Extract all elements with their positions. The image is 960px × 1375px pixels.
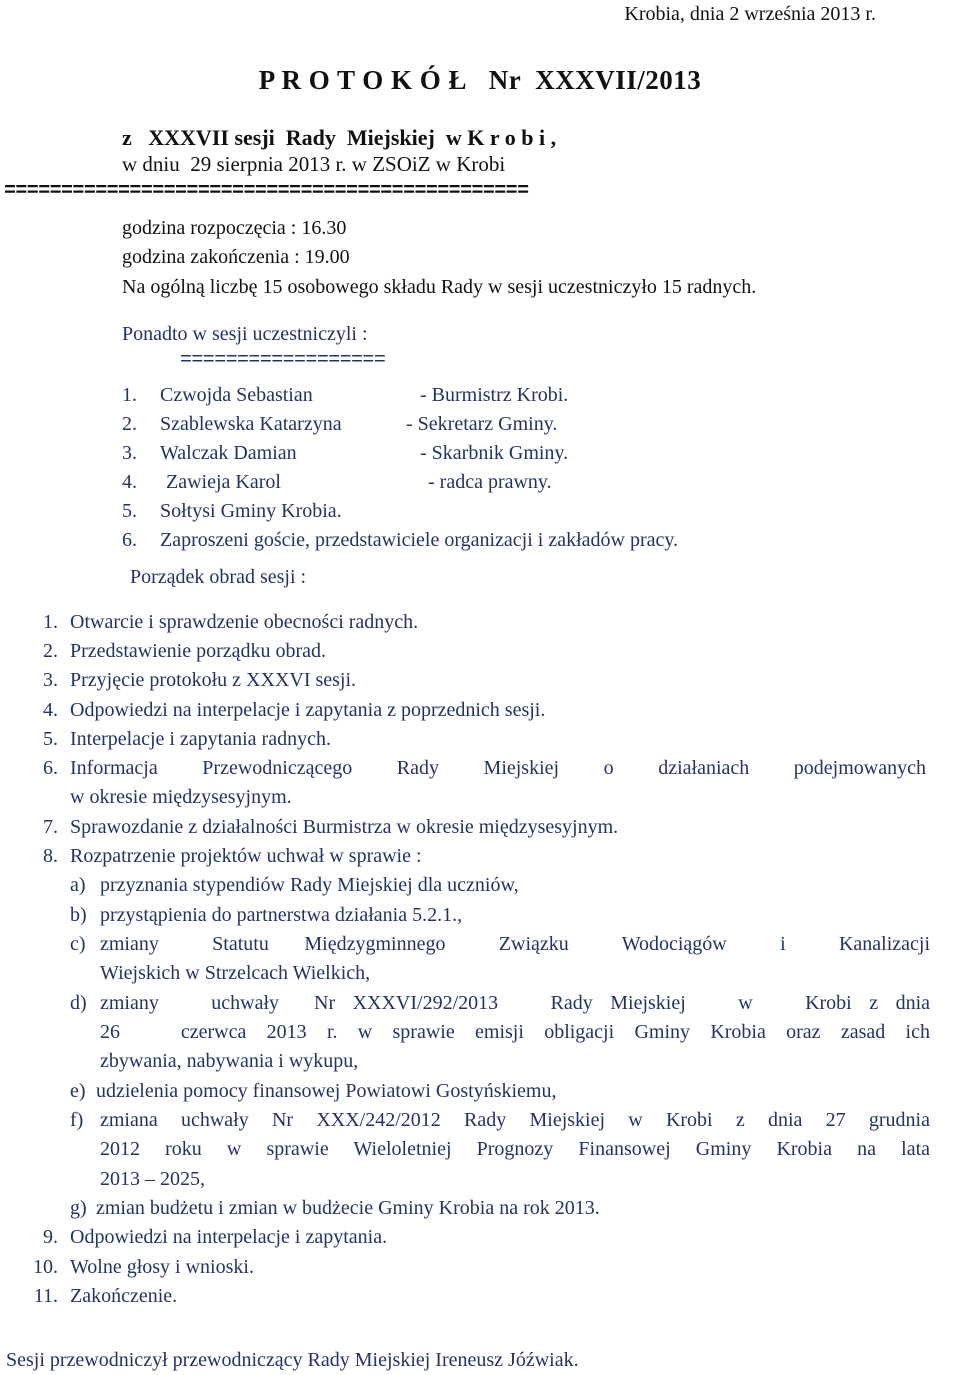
- attendance-line: Na ogólną liczbę 15 osobowego składu Rady w sesji uczestniczyło 15 radnych.: [122, 276, 757, 298]
- participants-heading: Ponadto w sesji uczestniczyli :: [122, 323, 368, 345]
- session-date-place: w dniu 29 sierpnia 2013 r. w ZSOiZ w Krobi: [122, 152, 506, 176]
- chair-statement: Sesji przewodniczył przewodniczący Rady Miejskiej Ireneusz Jóźwiak.: [6, 1349, 579, 1371]
- document-date: Krobia, dnia 2 września 2013 r.: [624, 3, 876, 25]
- end-time: godzina zakończenia : 19.00: [122, 246, 350, 268]
- participants-divider: ==================: [180, 349, 386, 372]
- title-text: P R O T O K Ó Ł Nr XXXVII/2013: [258, 65, 702, 95]
- start-time: godzina rozpoczęcia : 16.30: [122, 217, 347, 239]
- session-subtitle: z XXXVII sesji Rady Miejskiej w K r o b i ,: [122, 125, 557, 150]
- header-divider: ==============================================: [4, 180, 529, 203]
- participants-list: 1. Czwojda Sebastian - Burmistrz Krobi. 2. Szablewska Katarzyna - Sekretarz Gminy. 3. Walczak Damian - Skarbnik Gminy. 4. Zawieja Karol - radca prawny. 5. Sołtysi Gminy Krobia. 6. Zaproszeni goście, przedstawiciele organizacji i zakładów pracy.: [122, 384, 679, 551]
- document-title: [0, 63, 960, 97]
- agenda-heading: Porządek obrad sesji :: [130, 566, 307, 588]
